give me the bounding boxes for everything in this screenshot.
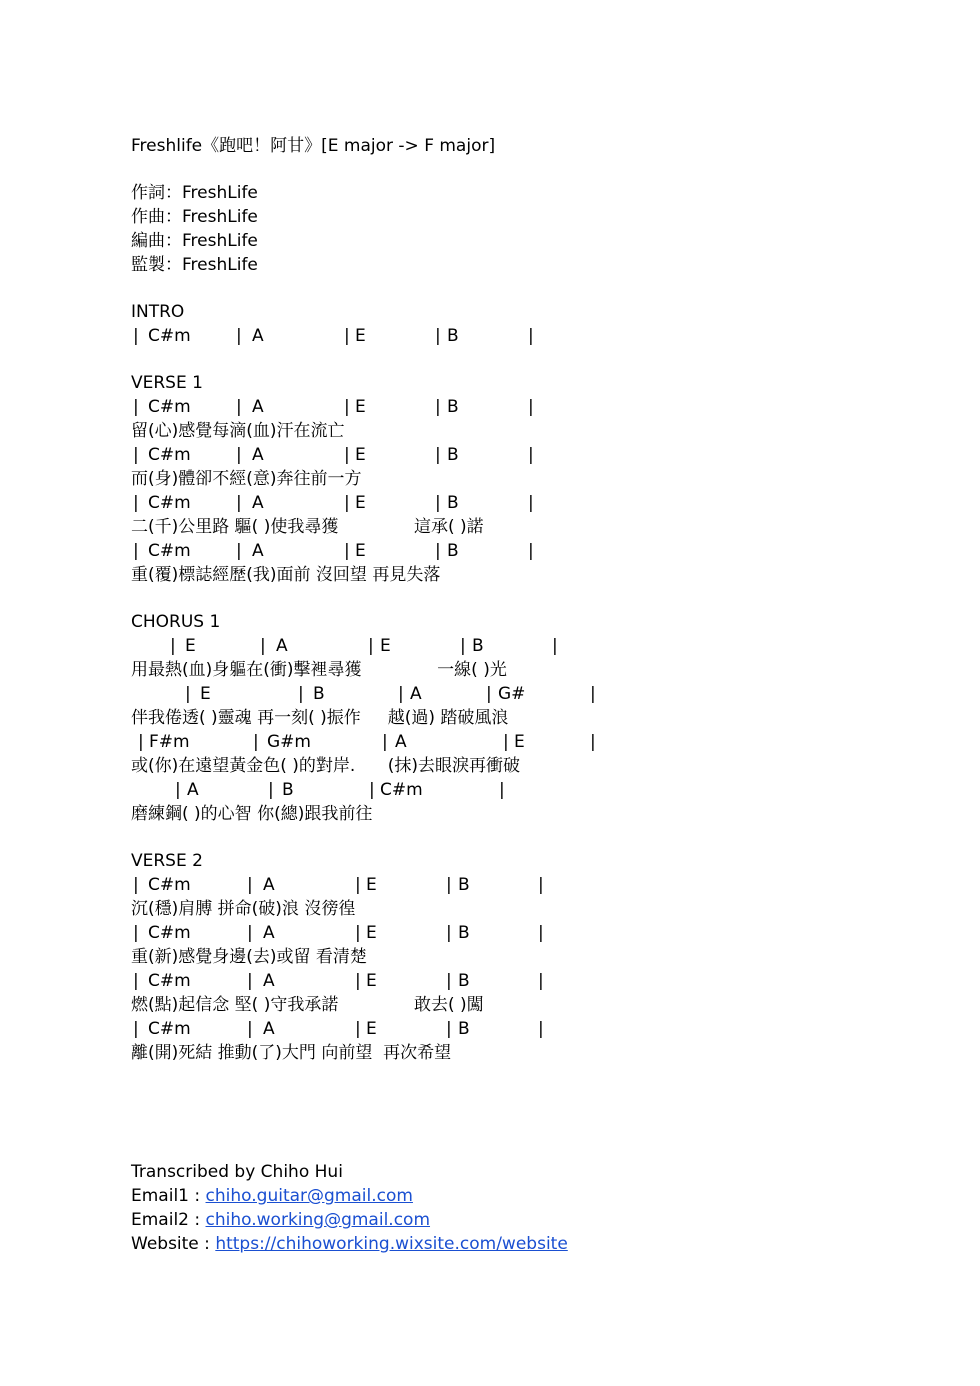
bar-line: | (133, 541, 139, 561)
section-heading-verse2: VERSE 2 (131, 851, 203, 871)
chord-symbol: A (252, 397, 264, 417)
chord-symbol: B (447, 397, 459, 417)
spacer (131, 158, 951, 181)
section-heading-chorus1: CHORUS 1 (131, 612, 221, 632)
bar-line: | (590, 684, 596, 704)
bar-line: | (486, 684, 492, 704)
bar-line: | (185, 684, 191, 704)
credit-arranger: 編曲：FreshLife (131, 231, 258, 251)
lyric-line: 或(你)在遠望黃金色( )的對岸. (抹)去眼淚再衝破 (131, 756, 521, 776)
bar-line: | (528, 397, 534, 417)
bar-line: | (298, 684, 304, 704)
bar-line: | (236, 397, 242, 417)
bar-line: | (382, 732, 388, 752)
chord-symbol: E (355, 445, 366, 465)
chord-symbol: B (458, 875, 470, 895)
email1-row (131, 1184, 951, 1208)
bar-line: | (236, 541, 242, 561)
bar-line: | (247, 971, 253, 991)
chord-symbol: A (187, 780, 199, 800)
chord-line (131, 539, 951, 563)
chord-symbol: B (282, 780, 294, 800)
bar-line: | (355, 1019, 361, 1039)
bar-line: | (528, 445, 534, 465)
chord-symbol: A (263, 1019, 275, 1039)
chord-line (131, 491, 951, 515)
bar-line: | (528, 326, 534, 346)
song-title: Freshlife《跑吧！阿甘》[E major -> F major] (131, 136, 496, 156)
bar-line: | (446, 875, 452, 895)
bar-line: | (460, 636, 466, 656)
bar-line: | (133, 493, 139, 513)
chord-line (131, 778, 951, 802)
bar-line: | (247, 875, 253, 895)
chord-symbol: A (252, 445, 264, 465)
lyric-line: 留(心)感覺每滴(血)汗在流亡 (131, 421, 345, 441)
chord-symbol: E (355, 397, 366, 417)
bar-line: | (368, 636, 374, 656)
section-heading-verse1: VERSE 1 (131, 373, 203, 393)
website-row (131, 1232, 951, 1256)
lyric-line: 離(開)死結 推動(了)大門 向前望 再次希望 (131, 1043, 452, 1063)
credit-composer: 作曲：FreshLife (131, 207, 258, 227)
chord-symbol: C#m (148, 397, 191, 417)
bar-line: | (528, 493, 534, 513)
chord-symbol: C#m (148, 541, 191, 561)
bar-line: | (133, 923, 139, 943)
bar-line: | (170, 636, 176, 656)
bar-line: | (133, 875, 139, 895)
bar-line: | (355, 923, 361, 943)
email2-label: Email2 : (131, 1210, 206, 1230)
email1-link[interactable]: chiho.guitar@gmail.com (205, 1186, 413, 1206)
spacer (131, 348, 951, 371)
bar-line: | (398, 684, 404, 704)
chord-symbol: C#m (380, 780, 423, 800)
bar-line: | (247, 923, 253, 943)
bar-line: | (590, 732, 596, 752)
bar-line: | (499, 780, 505, 800)
transcribed-by: Transcribed by Chiho Hui (131, 1162, 343, 1182)
chord-symbol: C#m (148, 445, 191, 465)
spacer (131, 587, 951, 610)
lyric-line: 磨練鋼( )的心智 你(總)跟我前往 (131, 804, 373, 824)
lyric-line: 燃(點)起信念 堅( )守我承諾 敢去( )闖 (131, 995, 484, 1015)
chord-symbol: E (366, 875, 377, 895)
bar-line: | (538, 1019, 544, 1039)
bar-line: | (133, 397, 139, 417)
bar-line: | (435, 326, 441, 346)
chord-symbol: A (410, 684, 422, 704)
chord-symbol: E (355, 326, 366, 346)
transcriber-info (131, 1160, 951, 1256)
website-link[interactable]: https://chihoworking.wixsite.com/website (215, 1234, 568, 1254)
lyric-line: 用最熱(血)身軀在(衝)擊裡尋獲 一線( )光 (131, 660, 507, 680)
lyric-line: 重(覆)標誌經歷(我)面前 沒回望 再見失落 (131, 565, 441, 585)
bar-line: | (446, 1019, 452, 1039)
bar-line: | (503, 732, 509, 752)
bar-line: | (446, 971, 452, 991)
bar-line: | (344, 397, 350, 417)
chord-symbol: A (263, 971, 275, 991)
website-label: Website : (131, 1234, 216, 1254)
bar-line: | (538, 875, 544, 895)
lead-sheet (131, 134, 951, 1065)
chord-symbol: A (263, 923, 275, 943)
bar-line: | (355, 875, 361, 895)
chord-symbol: E (200, 684, 211, 704)
chord-symbol: C#m (148, 1019, 191, 1039)
bar-line: | (538, 923, 544, 943)
chord-symbol: C#m (148, 326, 191, 346)
bar-line: | (268, 780, 274, 800)
bar-line: | (355, 971, 361, 991)
chord-symbol: A (252, 493, 264, 513)
email2-row (131, 1208, 951, 1232)
chord-symbol: C#m (148, 875, 191, 895)
lyric-line: 伴我倦透( )靈魂 再一刻( )振作 越(過) 踏破風浪 (131, 708, 509, 728)
chord-line (131, 395, 951, 419)
chord-symbol: B (447, 326, 459, 346)
bar-line: | (133, 971, 139, 991)
chord-line (131, 682, 951, 706)
bar-line: | (236, 445, 242, 465)
chord-symbol: E (185, 636, 196, 656)
chord-line (131, 730, 951, 754)
credit-producer: 監製：FreshLife (131, 255, 258, 275)
chord-line (131, 634, 951, 658)
chord-symbol: C#m (148, 923, 191, 943)
chord-symbol: E (366, 923, 377, 943)
bar-line: | (435, 397, 441, 417)
bar-line: | (552, 636, 558, 656)
bar-line: | (344, 445, 350, 465)
chord-symbol: B (447, 493, 459, 513)
chord-symbol: E (366, 1019, 377, 1039)
spacer (131, 826, 951, 849)
bar-line: | (253, 732, 259, 752)
bar-line: | (435, 445, 441, 465)
chord-symbol: A (252, 541, 264, 561)
bar-line: | (133, 445, 139, 465)
chord-symbol: E (355, 493, 366, 513)
bar-line: | (446, 923, 452, 943)
bar-line: | (369, 780, 375, 800)
bar-line: | (236, 326, 242, 346)
section-heading-intro: INTRO (131, 302, 185, 322)
bar-line: | (435, 541, 441, 561)
bar-line: | (175, 780, 181, 800)
chord-symbol: A (395, 732, 407, 752)
chord-symbol: A (276, 636, 288, 656)
chord-line (131, 873, 951, 897)
bar-line: | (528, 541, 534, 561)
bar-line: | (344, 326, 350, 346)
chord-symbol: G# (498, 684, 526, 704)
bar-line: | (247, 1019, 253, 1039)
spacer (131, 277, 951, 300)
bar-line: | (344, 541, 350, 561)
chord-symbol: C#m (148, 971, 191, 991)
bar-line: | (133, 326, 139, 346)
chord-symbol: B (458, 1019, 470, 1039)
lyric-line: 重(新)感覺身邊(去)或留 看清楚 (131, 947, 367, 967)
email2-link[interactable]: chiho.working@gmail.com (205, 1210, 431, 1230)
chord-symbol: E (380, 636, 391, 656)
chord-symbol: E (514, 732, 525, 752)
chord-symbol: B (472, 636, 484, 656)
chord-symbol: E (355, 541, 366, 561)
chord-symbol: B (458, 971, 470, 991)
bar-line: | (138, 732, 144, 752)
chord-line (131, 921, 951, 945)
chord-symbol: B (447, 445, 459, 465)
bar-line: | (344, 493, 350, 513)
chord-line (131, 969, 951, 993)
chord-symbol: B (313, 684, 325, 704)
chord-symbol: E (366, 971, 377, 991)
email1-label: Email1 : (131, 1186, 206, 1206)
chord-symbol: B (458, 923, 470, 943)
lyric-line: 而(身)體卻不經(意)奔往前一方 (131, 469, 362, 489)
chord-line (131, 1017, 951, 1041)
lyric-line: 沉(穩)肩膊 拼命(破)浪 沒徬徨 (131, 899, 356, 919)
bar-line: | (435, 493, 441, 513)
chord-line (131, 324, 951, 348)
chord-symbol: A (263, 875, 275, 895)
chord-symbol: F#m (149, 732, 190, 752)
bar-line: | (236, 493, 242, 513)
chord-line (131, 443, 951, 467)
chord-symbol: C#m (148, 493, 191, 513)
credit-lyrics: 作詞：FreshLife (131, 183, 258, 203)
chord-symbol: A (252, 326, 264, 346)
bar-line: | (133, 1019, 139, 1039)
bar-line: | (538, 971, 544, 991)
chord-symbol: G#m (267, 732, 311, 752)
bar-line: | (260, 636, 266, 656)
lyric-line: 二(千)公里路 驅( )使我尋獲 這承( )諾 (131, 517, 484, 537)
chord-symbol: B (447, 541, 459, 561)
